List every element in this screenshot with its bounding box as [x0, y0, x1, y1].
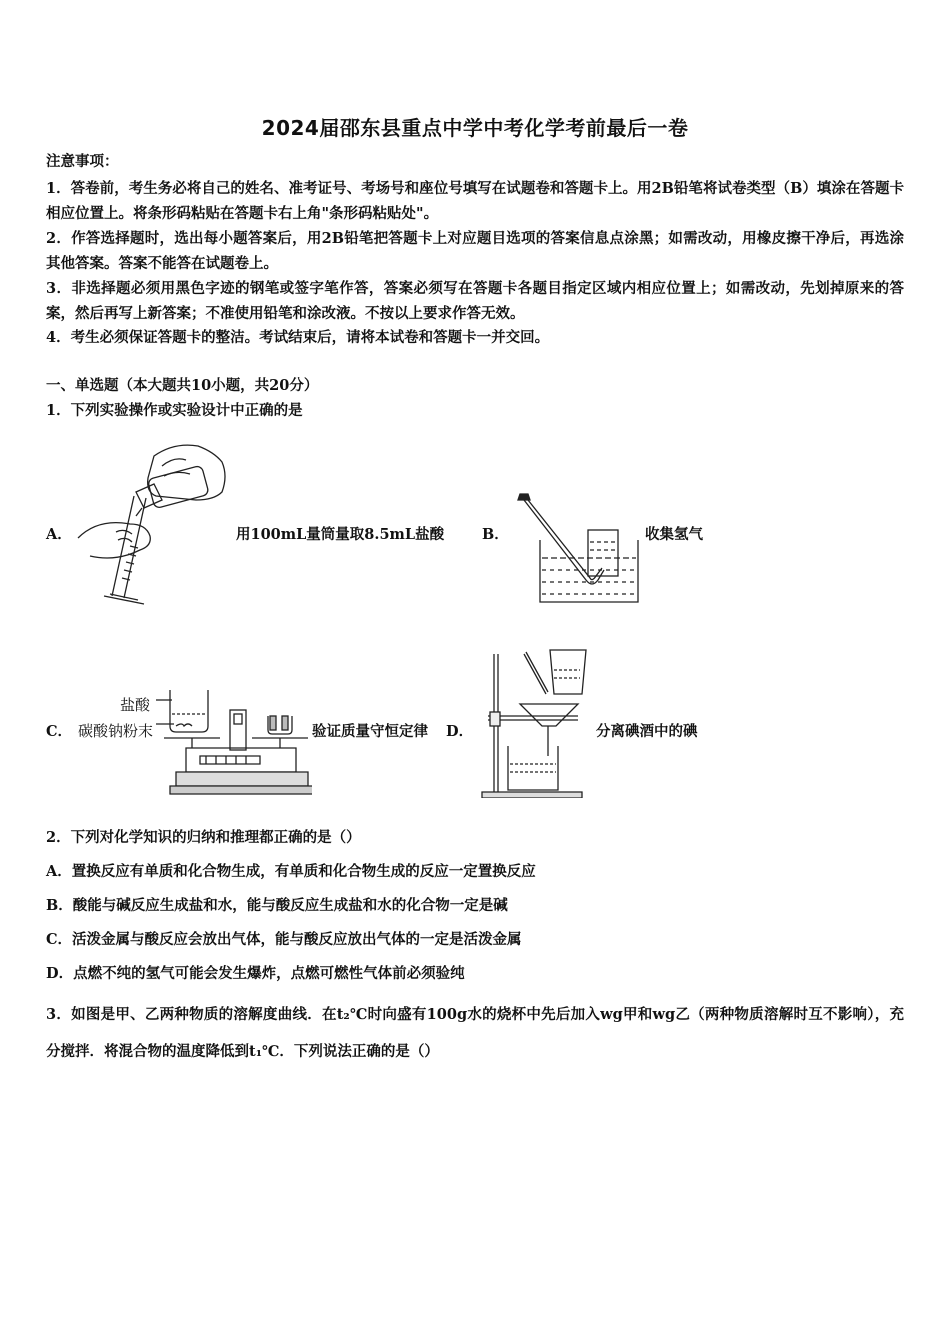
question-3-stem: 3．如图是甲、乙两种物质的溶解度曲线．在t₂℃时向盛有100g水的烧杯中先后加入wg甲和wg乙（两种物质溶解时互不影响），充分搅拌．将混合物的温度降低到t₁℃．下列说法正确的是（）	[46, 1006, 904, 1060]
page-title: 2024届邵东县重点中学中考化学考前最后一卷	[261, 116, 689, 140]
question-1-stem: 1．下列实验操作或实验设计中正确的是	[46, 402, 303, 419]
filtration-figure	[478, 644, 594, 802]
notice-item-1: 1．答卷前，考生务必将自己的姓名、准考证号、考场号和座位号填写在试题卷和答题卡上。用2B铅笔将试卷类型（B）填涂在答题卡相应位置上。将条形码粘贴在答题卡右上角"条形码粘贴处"。	[46, 180, 904, 222]
acid-label: 盐酸	[120, 696, 151, 714]
q1-option-a-text: 用100mL量筒量取8.5mL盐酸	[236, 526, 445, 543]
q2-option-c: C．活泼金属与酸反应会放出气体，能与酸反应放出气体的一定是活泼金属	[46, 931, 522, 948]
balance-figure	[156, 686, 312, 804]
graduated-cylinder-figure	[72, 436, 242, 610]
q2-option-d: D．点燃不纯的氢气可能会发生爆炸，点燃可燃性气体前必须验纯	[46, 965, 465, 982]
q1-option-d-text: 分离碘酒中的碘	[596, 723, 698, 740]
notice-heading: 注意事项：	[46, 153, 119, 170]
powder-label: 碳酸钠粉末	[78, 722, 154, 740]
notice-item-4: 4．考生必须保证答题卡的整洁。考试结束后，请将本试卷和答题卡一并交回。	[46, 329, 550, 346]
q1-option-b-text: 收集氢气	[645, 526, 703, 543]
question-2-stem: 2．下列对化学知识的归纳和推理都正确的是（）	[46, 829, 361, 846]
q1-option-d-letter: D．	[446, 723, 474, 740]
q1-option-a-letter: A．	[46, 526, 72, 543]
q2-option-b: B．酸能与碱反应生成盐和水，能与酸反应生成盐和水的化合物一定是碱	[46, 897, 508, 914]
q1-option-c-letter: C．	[46, 723, 73, 740]
section-heading: 一、单选题（本大题共10小题，共20分）	[46, 377, 319, 394]
q1-option-b-letter: B．	[482, 526, 509, 543]
q2-option-a: A．置换反应有单质和化合物生成，有单质和化合物生成的反应一定置换反应	[46, 863, 536, 880]
notice-item-3: 3．非选择题必须用黑色字迹的钢笔或签字笔作答，答案必须写在答题卡各题目指定区域内相应位置上；如需改动，先划掉原来的答案，然后再写上新答案；不准使用铅笔和涂改液。不按以上要求作答无效。	[46, 280, 904, 322]
notice-item-2: 2．作答选择题时，选出每小题答案后，用2B铅笔把答题卡上对应题目选项的答案信息点涂黑；如需改动，用橡皮擦干净后，再选涂其他答案。答案不能答在试题卷上。	[46, 230, 904, 272]
q1-option-c-text: 验证质量守恒定律	[312, 723, 428, 740]
gas-collection-figure	[512, 490, 642, 610]
